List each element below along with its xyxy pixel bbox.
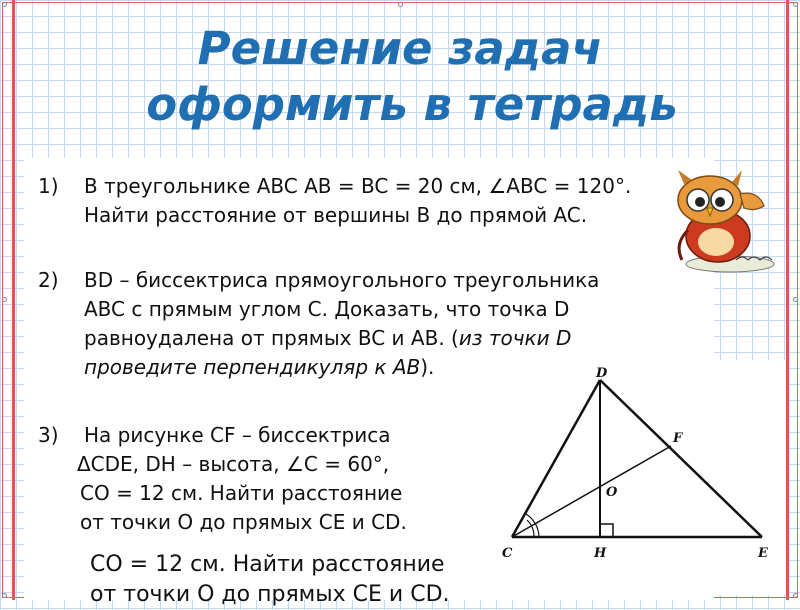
problem-number: 1) xyxy=(38,174,59,198)
problem-line-with-hint xyxy=(84,324,599,353)
problem-line: На рисунке CF – биссектриса xyxy=(84,423,391,447)
hint-close: ). xyxy=(420,355,435,379)
problem-text xyxy=(77,421,407,537)
owl-pupil-right xyxy=(715,197,725,207)
problem-number: 3) xyxy=(38,423,59,447)
problem-line: BD – биссектриса прямоугольного треугольника xyxy=(84,268,600,292)
page-title-line-1: Решение задач xyxy=(197,22,603,75)
problem-line: от точки O до прямых CE и CD. xyxy=(80,510,407,534)
problem-number: 2) xyxy=(38,268,59,292)
resize-handle-bottom-left[interactable] xyxy=(2,593,7,598)
overlay-line: CO = 12 см. Найти расстояние xyxy=(90,552,445,577)
problem-line: В треугольнике ABC AB = BC = 20 см, ∠ABC = 120°. xyxy=(84,174,632,198)
label-f: F xyxy=(673,431,683,446)
label-c: C xyxy=(502,546,513,561)
problem-line: ABC с прямым углом C. Доказать, что точка D xyxy=(84,297,570,321)
resize-handle-top-left[interactable] xyxy=(2,2,7,7)
right-angle-mark xyxy=(600,524,613,537)
problem-line: равноудалена от прямых BC и AB. ( xyxy=(84,326,459,350)
triangle-figure xyxy=(486,360,786,595)
problem-line: ΔCDE, DH – высота, ∠C = 60°, xyxy=(77,452,390,476)
owl-pupil-left xyxy=(695,197,705,207)
label-h: H xyxy=(594,546,607,561)
resize-handle-top-right[interactable] xyxy=(793,2,798,7)
triangle-figure-svg xyxy=(486,360,786,595)
problem-text xyxy=(84,172,631,230)
hint-text: из точки D xyxy=(458,326,572,350)
page-title-line-2: оформить в тетрадь xyxy=(146,78,678,131)
overlay-text xyxy=(90,550,450,610)
problem-line: CO = 12 см. Найти расстояние xyxy=(80,481,403,505)
owl-wing-raised xyxy=(740,193,764,209)
resize-handle-right[interactable] xyxy=(793,297,798,302)
label-o: O xyxy=(606,485,618,500)
resize-handle-top[interactable] xyxy=(398,2,403,7)
problem-line: Найти расстояние от вершины B до прямой AC. xyxy=(84,203,588,227)
label-e: E xyxy=(758,546,768,561)
owl-illustration xyxy=(666,170,784,274)
owl-belly xyxy=(698,228,734,256)
overlay-line: от точки O до прямых CE и CD. xyxy=(90,582,450,607)
hint-text: проведите перпендикуляр к AB xyxy=(84,355,421,379)
owl-mascot-image xyxy=(666,170,784,274)
resize-handle-left[interactable] xyxy=(2,297,7,302)
segment-de xyxy=(600,380,762,537)
resize-handle-bottom-right[interactable] xyxy=(793,593,798,598)
label-d: D xyxy=(596,366,608,381)
segment-cd xyxy=(512,380,600,537)
